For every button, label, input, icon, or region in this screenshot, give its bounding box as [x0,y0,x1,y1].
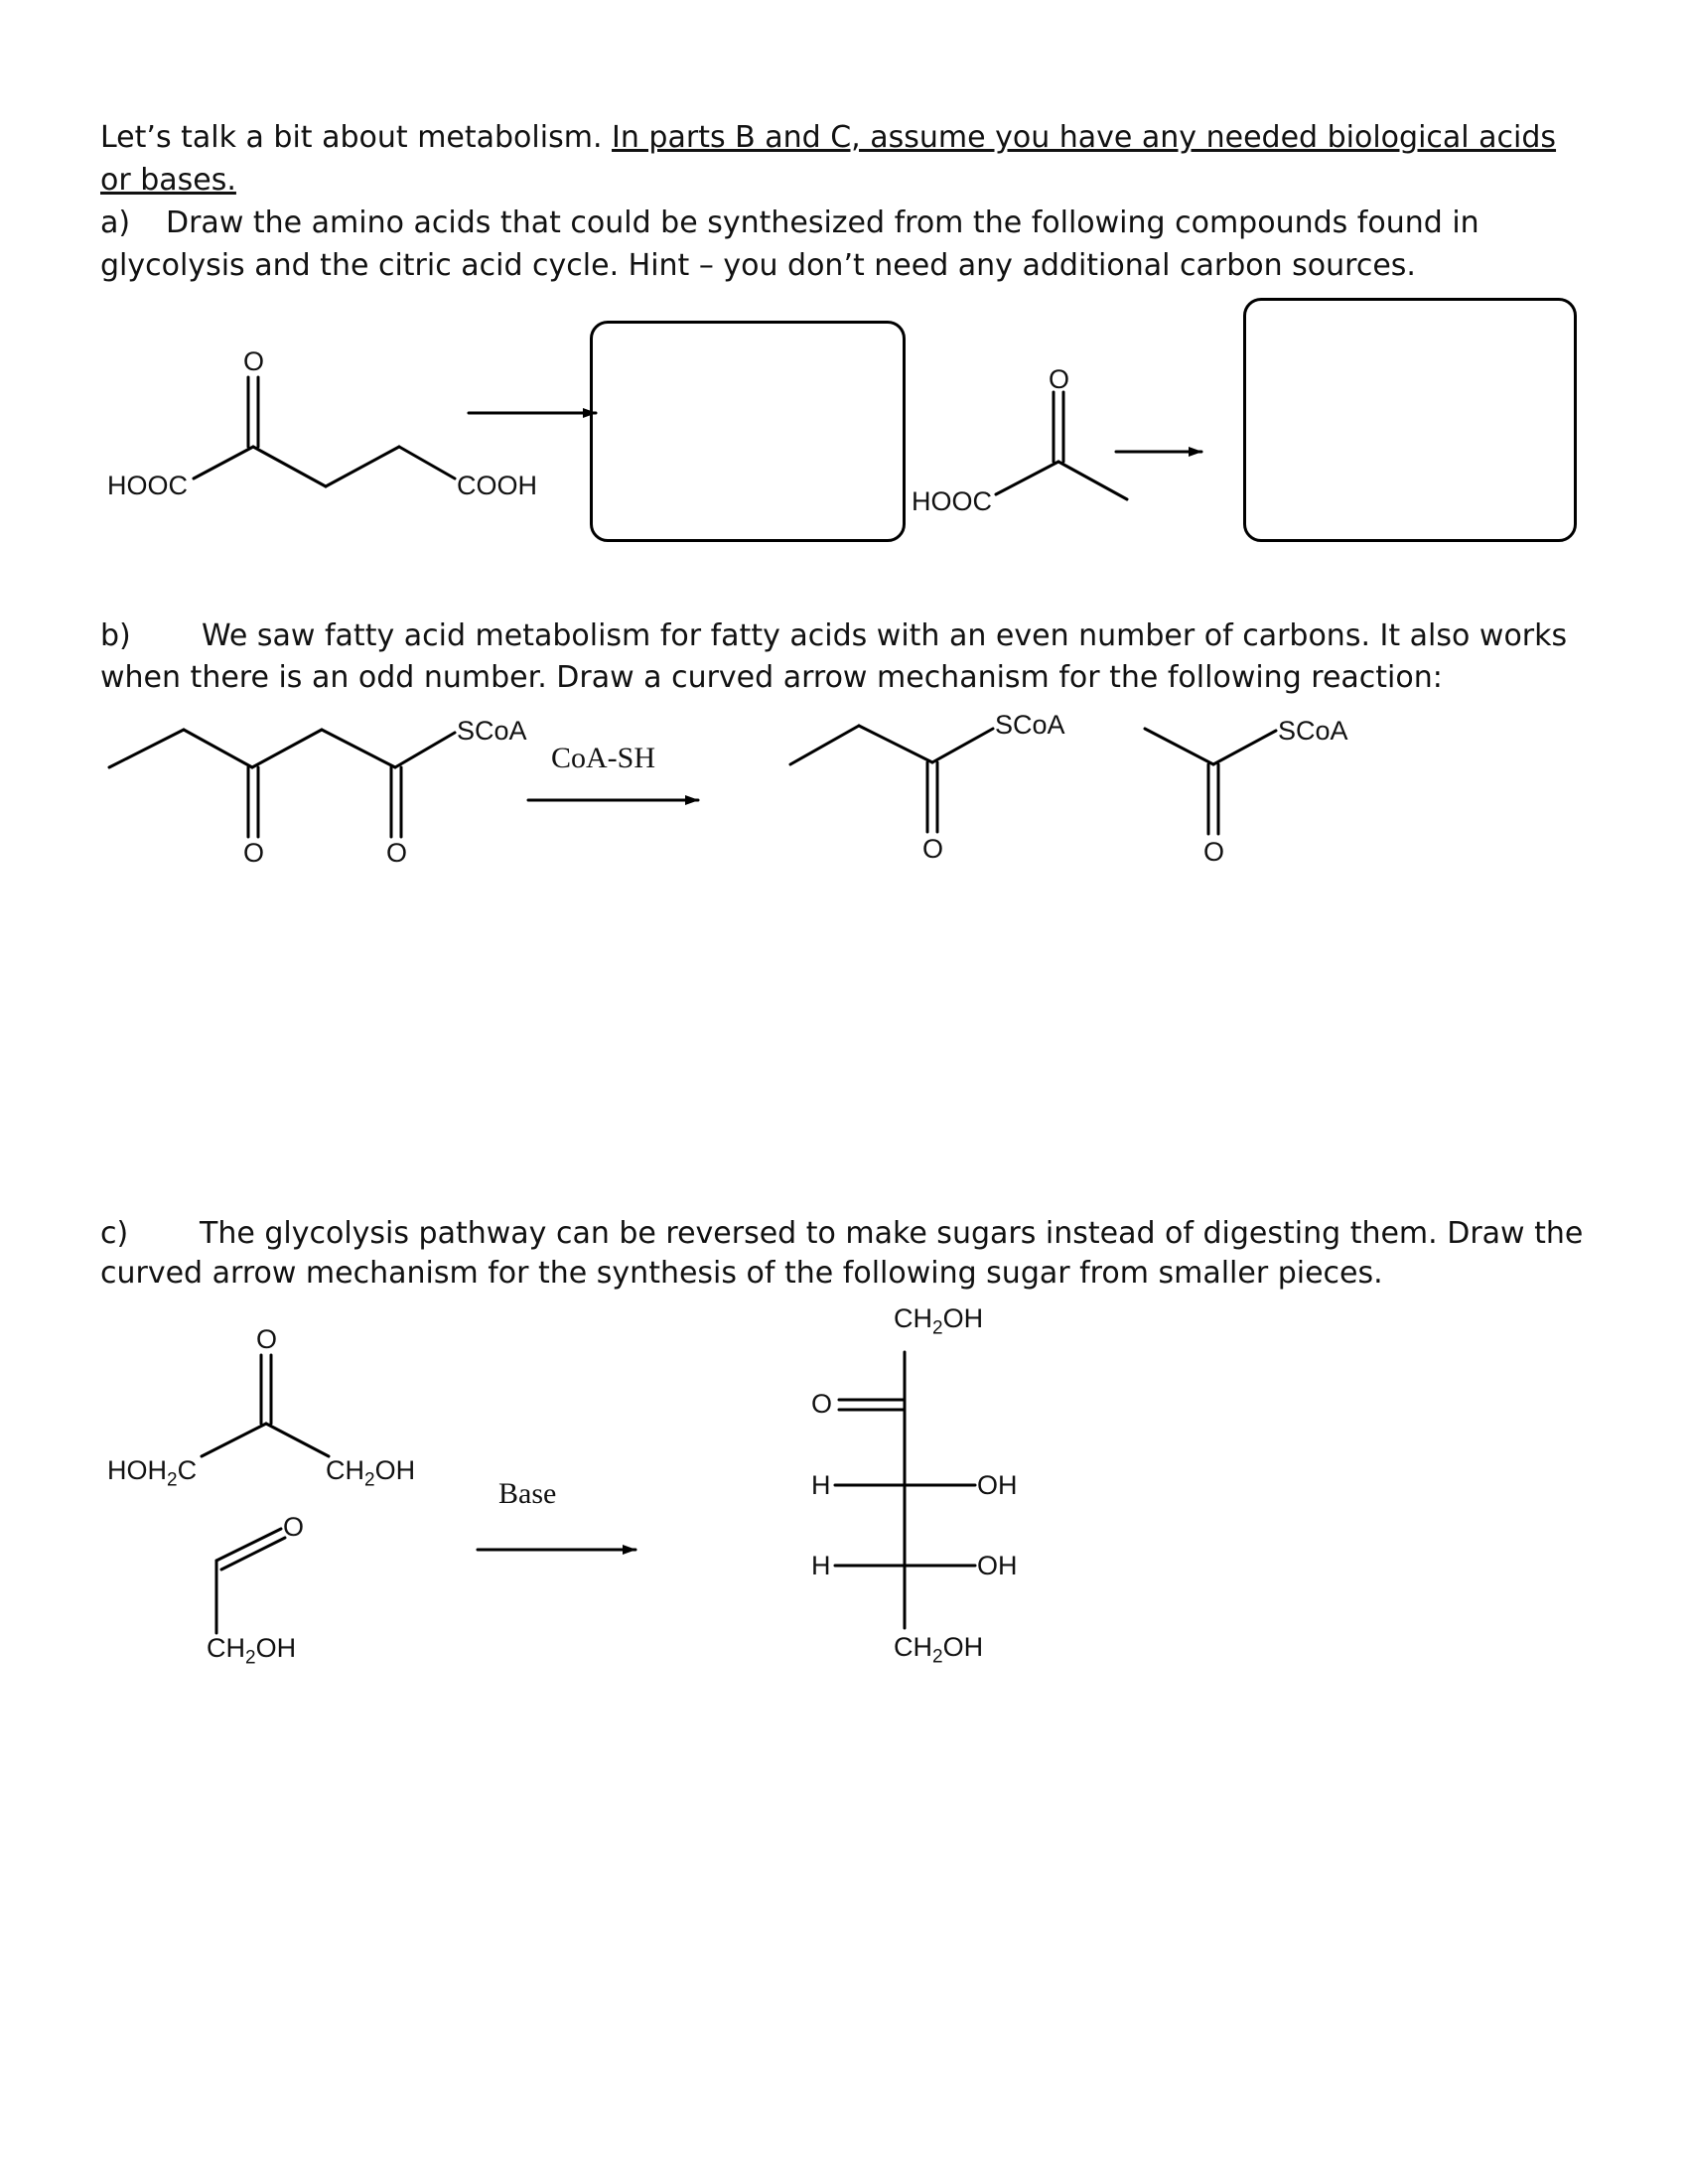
part-c-text-1: The glycolysis pathway can be reversed to make sugars instead of digesting them. Draw the [200,1216,1584,1251]
mol1-oxygen: O [243,346,265,376]
intro-underlined-1: In parts B and C, assume you have any needed biological acids [612,120,1557,155]
reagent-coash: CoA-SH [551,742,656,774]
product1-scoa: SCoA [995,710,1065,740]
sugar-bottom-group: $CH_2OH$ [894,1632,984,1668]
part-b-marker: b) [100,618,131,653]
acetyl-coa-skeleton [1145,729,1276,834]
reactant-scoa: SCoA [457,716,527,746]
reagent-base: Base [498,1477,557,1510]
part-a-text-1: Draw the amino acids that could be synthesized from the following compounds found in [166,205,1479,240]
sugar-carbonyl-oxygen: O [811,1389,833,1419]
part-a-marker: a) [100,205,131,240]
ketone-right-group: $CH_2OH$ [326,1455,416,1491]
ketone-oxygen: O [256,1324,278,1354]
fischer-projection-skeleton [835,1352,975,1628]
sugar-h-2: H [811,1551,831,1580]
part-c-marker: c) [100,1216,129,1251]
product1-oxygen: O [922,834,944,864]
product2-oxygen: O [1203,837,1225,867]
reactant-oxygen-2: O [386,838,408,868]
product2-scoa: SCoA [1278,716,1348,746]
mol1-right-group: COOH [457,471,537,500]
sugar-top-group: $CH_2OH$ [894,1303,984,1339]
part-b-line-2: when there is an odd number. Draw a curved arrow mechanism for the following reaction: [100,660,1443,695]
part-a-line-2: glycolysis and the citric acid cycle. Hint – you don’t need any additional carbon sources. [100,248,1416,283]
sugar-oh-1: OH [977,1470,1018,1500]
sugar-oh-2: OH [977,1551,1018,1580]
aldehyde-oxygen: O [283,1512,305,1542]
ketone-left-group: $HOH_2C$ [107,1455,198,1491]
intro-lead: Let’s talk a bit about metabolism. [100,120,603,155]
propionyl-coa-skeleton [790,726,993,832]
pyruvate-skeleton [996,392,1127,499]
mol2-oxygen: O [1049,364,1070,394]
ketoacyl-coa-skeleton [109,730,455,837]
dihydroxyacetone-skeleton [202,1355,329,1456]
alpha-ketoglutarate-skeleton [194,377,455,486]
mol2-left-group: HOOC [912,486,992,516]
intro-underlined-2: or bases. [100,163,236,198]
glycolaldehyde-skeleton [216,1529,285,1633]
reactant-oxygen-1: O [243,838,265,868]
sugar-h-1: H [811,1470,831,1500]
part-b-text-1: We saw fatty acid metabolism for fatty acids with an even number of carbons. It also works [202,618,1568,653]
aldehyde-bottom-group: $CH_2OH$ [207,1633,297,1669]
mol1-left-group: HOOC [107,471,188,500]
part-c-line-2: curved arrow mechanism for the synthesis of the following sugar from smaller pieces. [100,1256,1383,1291]
